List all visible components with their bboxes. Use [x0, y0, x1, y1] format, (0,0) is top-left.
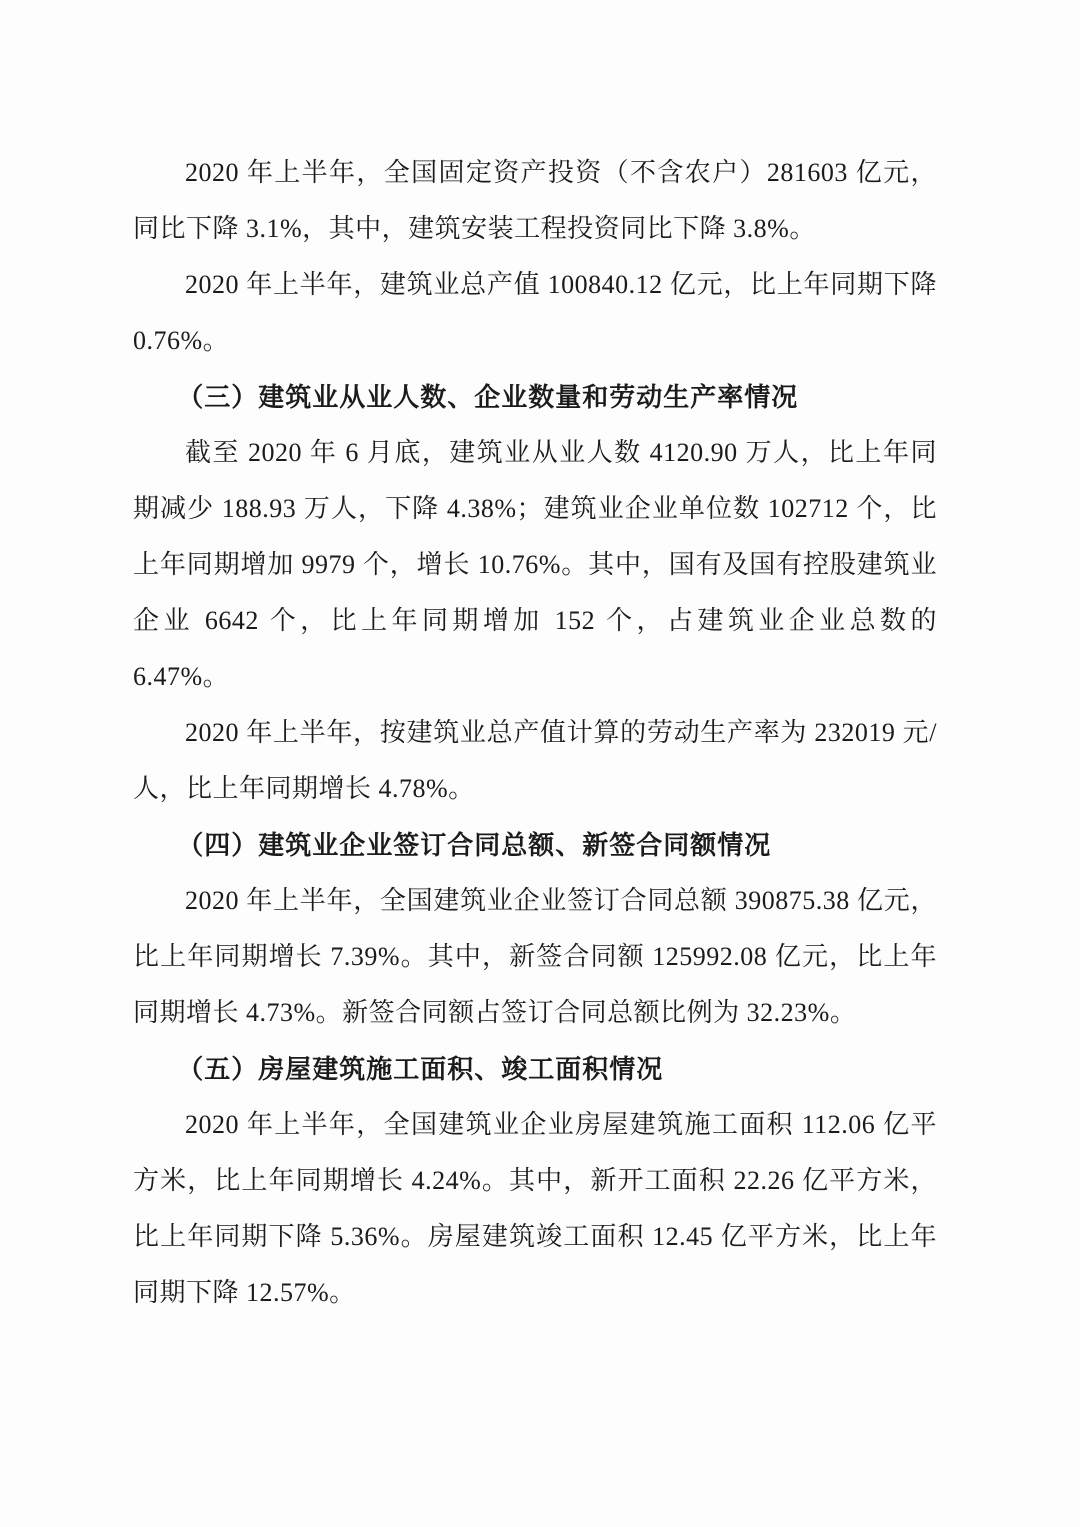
- body-paragraph-total-output-value: 2020 年上半年，建筑业总产值 100840.12 亿元，比上年同期下降 0.76%。: [133, 270, 937, 355]
- body-paragraph-fixed-asset-investment: 2020 年上半年，全国固定资产投资（不含农户）281603 亿元，同比下降 3.1%，其中，建筑安装工程投资同比下降 3.8%。: [133, 158, 937, 243]
- section-heading-4-contract-totals: （四）建筑业企业签订合同总额、新签合同额情况: [177, 830, 772, 860]
- body-paragraph-employment-enterprise-counts: 截至 2020 年 6 月底，建筑业从业人数 4120.90 万人，比上年同期减少 188.93 万人，下降 4.38%；建筑业企业单位数 102712 个，比上年同期增加 9979 个，增长 10.76%。其中，国有及国有控股建筑业企业 6642 个，比上年同期增加 152 个，占建筑业企业总数的 6.47%。: [133, 438, 937, 691]
- body-paragraph-labor-productivity: 2020 年上半年，按建筑业总产值计算的劳动生产率为 232019 元/人，比上年同期增长 4.78%。: [133, 718, 937, 803]
- document-content: [133, 145, 937, 1321]
- section-heading-5-construction-completion-area: （五）房屋建筑施工面积、竣工面积情况: [177, 1054, 664, 1084]
- section-heading-3-employment-enterprises-productivity: （三）建筑业从业人数、企业数量和劳动生产率情况: [177, 382, 799, 412]
- body-paragraph-contract-amounts: 2020 年上半年，全国建筑业企业签订合同总额 390875.38 亿元，比上年同期增长 7.39%。其中，新签合同额 125992.08 亿元，比上年同期增长 4.73%。新签合同额占签订合同总额比例为 32.23%。: [133, 886, 937, 1027]
- body-paragraph-floor-area-statistics: 2020 年上半年，全国建筑业企业房屋建筑施工面积 112.06 亿平方米，比上年同期增长 4.24%。其中，新开工面积 22.26 亿平方米，比上年同期下降 5.36%。房屋建筑竣工面积 12.45 亿平方米，比上年同期下降 12.57%。: [133, 1110, 937, 1307]
